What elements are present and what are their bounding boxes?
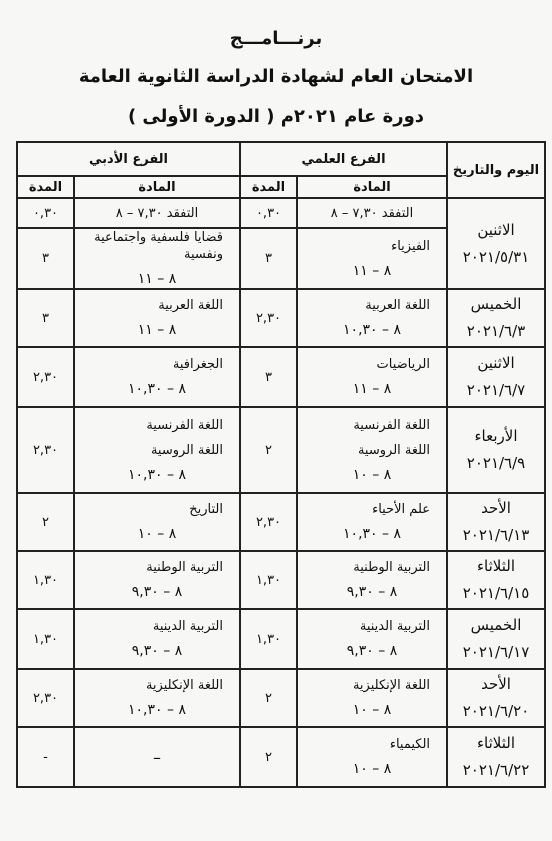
sci-subject-header: المادة <box>297 176 447 198</box>
day-cell <box>447 198 545 289</box>
table-row <box>17 727 545 787</box>
sci-duration: ٢ <box>240 407 297 493</box>
table-row <box>17 289 545 347</box>
lit-duration: ٢,٣٠ <box>17 347 74 407</box>
session-line: دورة عام ٢٠٢١م ( الدورة الأولى ) <box>127 106 425 127</box>
lit-duration: ٣ <box>17 289 74 347</box>
day-cell: الأحد ٢٠٢١/٦/١٣ <box>447 493 545 551</box>
lit-subject-header: المادة <box>74 176 240 198</box>
table-row <box>17 669 545 727</box>
sci-inspection-cell: التفقد ٧,٣٠ – ٨ <box>297 198 447 228</box>
sci-subject-cell: اللغة الإنكليزية ٨ – ١٠ <box>297 669 447 727</box>
lit-subject-cell: التربية الدينية ٨ – ٩,٣٠ <box>74 609 240 669</box>
sci-subject-cell: اللغة العربية ٨ – ١٠,٣٠ <box>297 289 447 347</box>
exam-schedule-table <box>16 141 546 788</box>
lit-duration: ١,٣٠ <box>17 609 74 669</box>
lit-subject-cell: اللغة الإنكليزية ٨ – ١٠,٣٠ <box>74 669 240 727</box>
exam-date: ٢٠٢١/٥/٣١ <box>462 247 530 266</box>
sci-subject-cell: علم الأحياء ٨ – ١٠,٣٠ <box>297 493 447 551</box>
table-row <box>17 407 545 493</box>
sci-duration: ٣ <box>240 347 297 407</box>
day-cell: الأربعاء ٢٠٢١/٦/٩ <box>447 407 545 493</box>
sci-duration: ٢ <box>240 669 297 727</box>
sci-duration: ١,٣٠ <box>240 609 297 669</box>
table-row <box>17 198 545 228</box>
lit-subject-cell: التربية الوطنية ٨ – ٩,٣٠ <box>74 551 240 609</box>
day-cell: الأحد ٢٠٢١/٦/٢٠ <box>447 669 545 727</box>
lit-subject-cell: – <box>74 727 240 787</box>
day-cell: الخميس ٢٠٢١/٦/١٧ <box>447 609 545 669</box>
sci-duration: ٣ <box>240 228 297 289</box>
lit-duration: ٢ <box>17 493 74 551</box>
day-cell: الاثنين ٢٠٢١/٦/٧ <box>447 347 545 407</box>
day-name: الاثنين <box>477 220 515 239</box>
sci-subject-cell: الكيمياء ٨ – ١٠ <box>297 727 447 787</box>
lit-duration: ٢,٣٠ <box>17 407 74 493</box>
sci-subject-cell: التربية الوطنية ٨ – ٩,٣٠ <box>297 551 447 609</box>
exam-subtitle: الامتحان العام لشهادة الدراسة الثانوية العامة <box>78 66 474 87</box>
day-cell: الثلاثاء ٢٠٢١/٦/١٥ <box>447 551 545 609</box>
sci-subject-cell: الرياضيات ٨ – ١١ <box>297 347 447 407</box>
literary-branch-header: الفرع الأدبي <box>17 142 240 176</box>
day-cell: الثلاثاء ٢٠٢١/٦/٢٢ <box>447 727 545 787</box>
lit-subject-cell: اللغة العربية ٨ – ١١ <box>74 289 240 347</box>
lit-duration: ١,٣٠ <box>17 551 74 609</box>
lit-duration: ٣ <box>17 228 74 289</box>
lit-duration-header: المدة <box>17 176 74 198</box>
day-date-header: اليوم والتاريخ <box>447 142 545 198</box>
lit-inspection-cell: التفقد ٧,٣٠ – ٨ <box>74 198 240 228</box>
lit-subject-cell: الجغرافية ٨ – ١٠,٣٠ <box>74 347 240 407</box>
table-row <box>17 493 545 551</box>
lit-duration: ٢,٣٠ <box>17 669 74 727</box>
lit-subject-cell: التاريخ ٨ – ١٠ <box>74 493 240 551</box>
table-row <box>17 551 545 609</box>
lit-subject-cell: اللغة الفرنسية اللغة الروسية ٨ – ١٠,٣٠ <box>74 407 240 493</box>
sci-duration: ١,٣٠ <box>240 551 297 609</box>
sci-subject-cell: التربية الدينية ٨ – ٩,٣٠ <box>297 609 447 669</box>
table-row <box>17 347 545 407</box>
lit-duration: - <box>17 727 74 787</box>
program-title: برنـــامـــج <box>229 28 323 49</box>
scientific-branch-header: الفرع العلمي <box>240 142 447 176</box>
table-row <box>17 609 545 669</box>
lit-inspection-duration: ٠,٣٠ <box>17 198 74 228</box>
sci-inspection-duration: ٠,٣٠ <box>240 198 297 228</box>
sci-duration: ٢,٣٠ <box>240 289 297 347</box>
day-cell: الخميس ٢٠٢١/٦/٣ <box>447 289 545 347</box>
sci-duration-header: المدة <box>240 176 297 198</box>
lit-subject-cell: قضايا فلسفية واجتماعية ونفسية ٨ – ١١ <box>74 228 240 289</box>
sci-duration: ٢,٣٠ <box>240 493 297 551</box>
sci-subject-cell: الفيزياء ٨ – ١١ <box>297 228 447 289</box>
sci-duration: ٢ <box>240 727 297 787</box>
sci-subject-cell: اللغة الفرنسية اللغة الروسية ٨ – ١٠ <box>297 407 447 493</box>
